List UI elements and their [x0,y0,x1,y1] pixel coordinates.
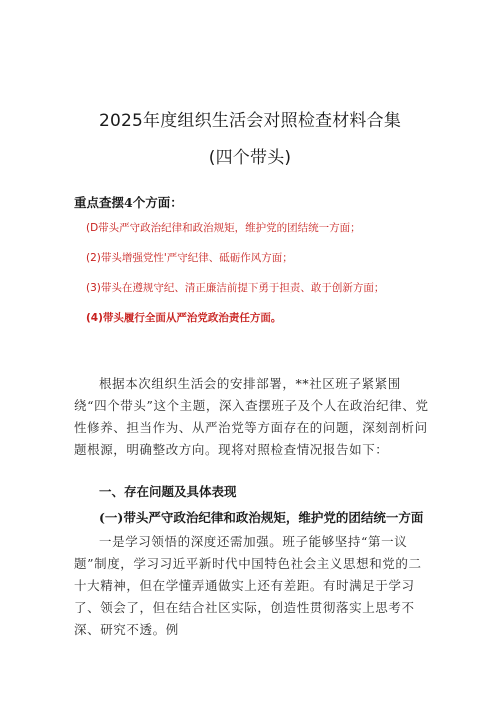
key-point-4: (4)带头履行全面从严治党政治责任方面。 [86,312,282,324]
section-heading: 一、存在问题及具体表现 [99,484,237,499]
key-point-3: (3)带头在遵规守纪、清正廉洁前提下勇于担责、敢于创新方面； [86,282,385,294]
intro-paragraph: 根据本次组织生活会的安排部署，**社区班子紧紧围绕“四个带头”这个主题，深入查摆班子及个人在政治纪律、党性修养、担当作为、从严治党等方面存在的问题，深刻剖析问题根源，明确整改方向。现将对照检查情况报告如下： [74,376,429,457]
key-point-2: (2)带头增强党性'严守纪律、砥砺作风方面； [86,252,293,264]
document-title: 2025年度组织生活会对照检查材料合集 [98,111,402,131]
key-point-1: (D带头严守政治纪律和政治规矩，维护党的团结统一方面； [86,222,361,234]
key-points-heading: 重点查摆4个方面： [74,195,183,210]
key-points-list [86,221,384,341]
subsection-heading: (一)带头严守政治纪律和政治规矩，维护党的团结统一方面 [99,510,424,525]
document-subtitle: (四个带头) [208,148,292,168]
subsection-paragraph: 一是学习领悟的深度还需加强。班子能够坚持“第一议题”制度，学习习近平新时代中国特色社会主义思想和党的二十大精神，但在学懂弄通做实上还有差距。有时满足于学习了、领会了，但在结合社区实际，创造性贯彻落实上思考不深、研究不透。例 [74,534,422,637]
